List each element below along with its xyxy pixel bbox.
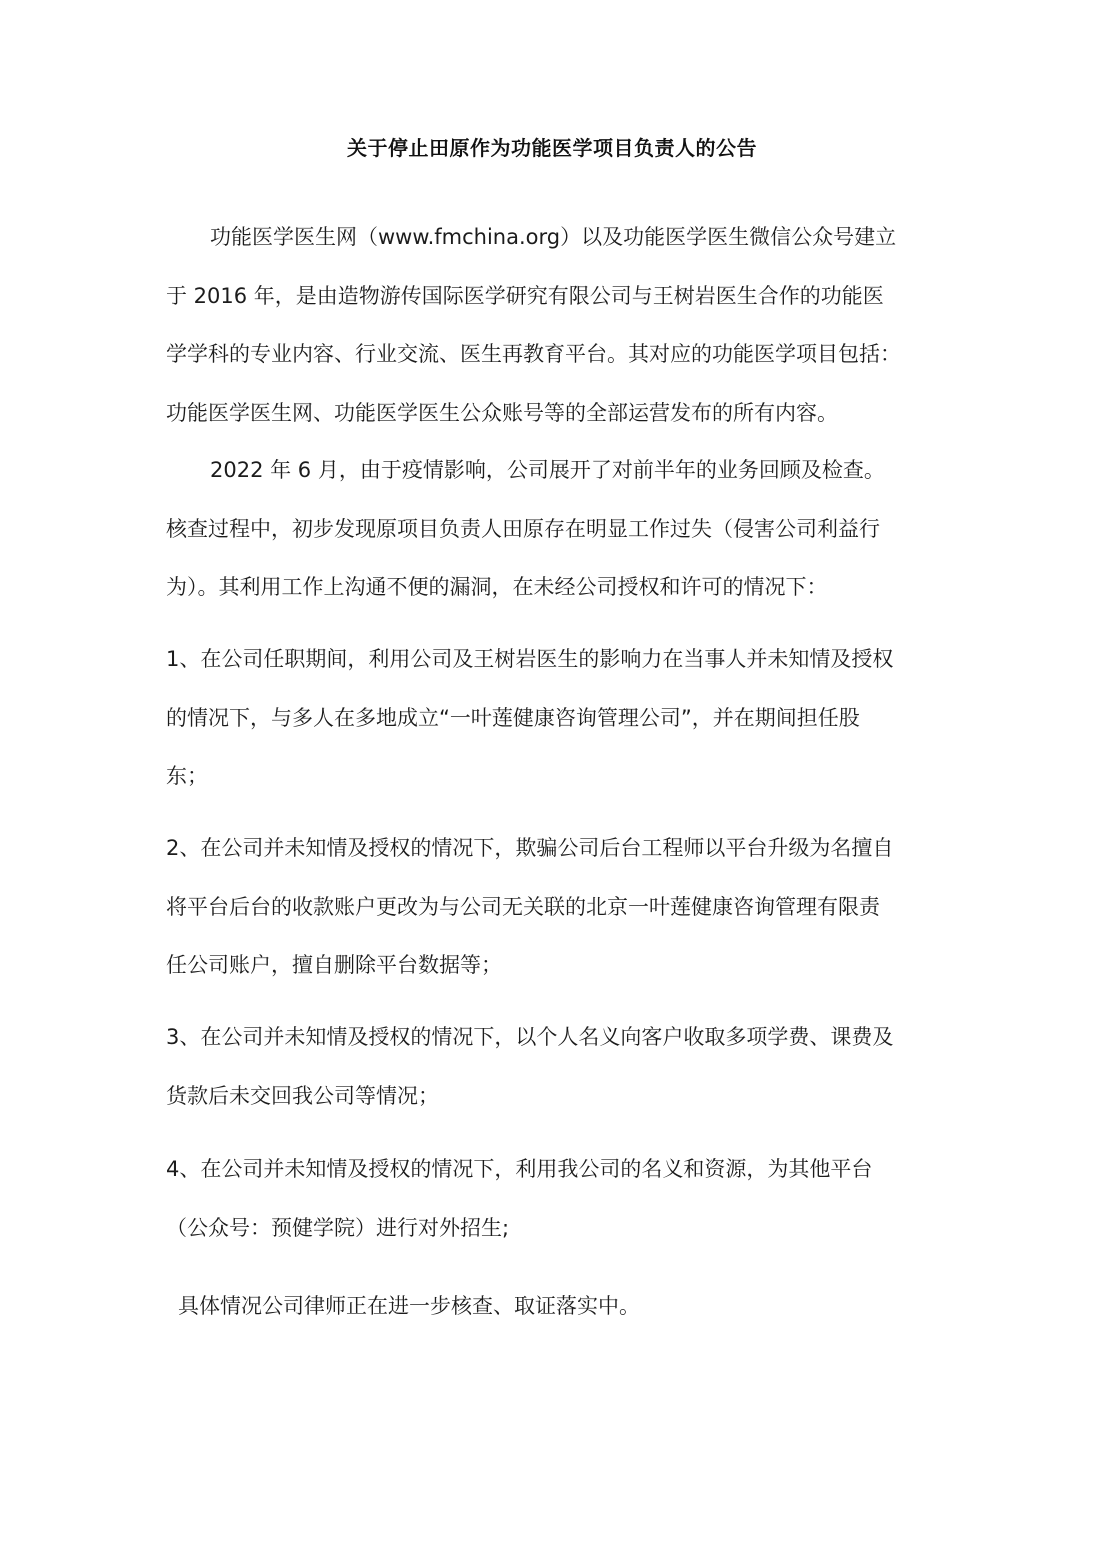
document-title: 关于停止田原作为功能医学项目负责人的公告 (347, 136, 757, 160)
paragraph-line: 核查过程中，初步发现原项目负责人田原存在明显工作过失（侵害公司利益行 (166, 516, 880, 541)
paragraph-line: 功能医学医生网、功能医学医生公众账号等的全部运营发布的所有内容。 (166, 400, 838, 425)
closing-paragraph (166, 1277, 946, 1336)
list-item-line: 的情况下，与多人在多地成立“一叶莲健康咨询管理公司”，并在期间担任股 (166, 705, 860, 730)
list-item-4 (166, 1140, 946, 1257)
closing-line: 具体情况公司律师正在进一步核查、取证落实中。 (178, 1294, 640, 1318)
paragraph-line: 功能医学医生网（www.fmchina.org）以及功能医学医生微信公众号建立 (210, 225, 897, 249)
paragraph-review (166, 441, 946, 617)
list-item-line: 4、在公司并未知情及授权的情况下，利用我公司的名义和资源，为其他平台 (166, 1157, 873, 1181)
list-item-line: 2、在公司并未知情及授权的情况下，欺骗公司后台工程师以平台升级为名擅自 (166, 836, 894, 860)
list-item-line: 货款后未交回我公司等情况； (166, 1083, 439, 1108)
paragraph-line: 学学科的专业内容、行业交流、医生再教育平台。其对应的功能医学项目包括： (166, 342, 901, 366)
list-item-2 (166, 819, 946, 995)
list-item-line: （公众号：预健学院）进行对外招生; (166, 1215, 510, 1240)
paragraph-line: 于 2016 年，是由造物游传国际医学研究有限公司与王树岩医生合作的功能医 (166, 283, 884, 308)
list-item-1 (166, 630, 946, 806)
list-item-line: 任公司账户，擅自删除平台数据等； (166, 953, 502, 977)
list-item-line: 东； (166, 764, 208, 788)
list-item-line: 1、在公司任职期间，利用公司及王树岩医生的影响力在当事人并未知情及授权 (166, 647, 894, 671)
list-item-3 (166, 1008, 946, 1125)
list-item-line: 3、在公司并未知情及授权的情况下，以个人名义向客户收取多项学费、课费及 (166, 1025, 894, 1049)
paragraph-intro (166, 208, 946, 442)
list-item-line: 将平台后台的收款账户更改为与公司无关联的北京一叶莲健康咨询管理有限责 (166, 894, 880, 919)
paragraph-line: 2022 年 6 月，由于疫情影响，公司展开了对前半年的业务回顾及检查。 (210, 458, 885, 482)
paragraph-line: 为）。其利用工作上沟通不便的漏洞，在未经公司授权和许可的情况下： (166, 575, 828, 599)
